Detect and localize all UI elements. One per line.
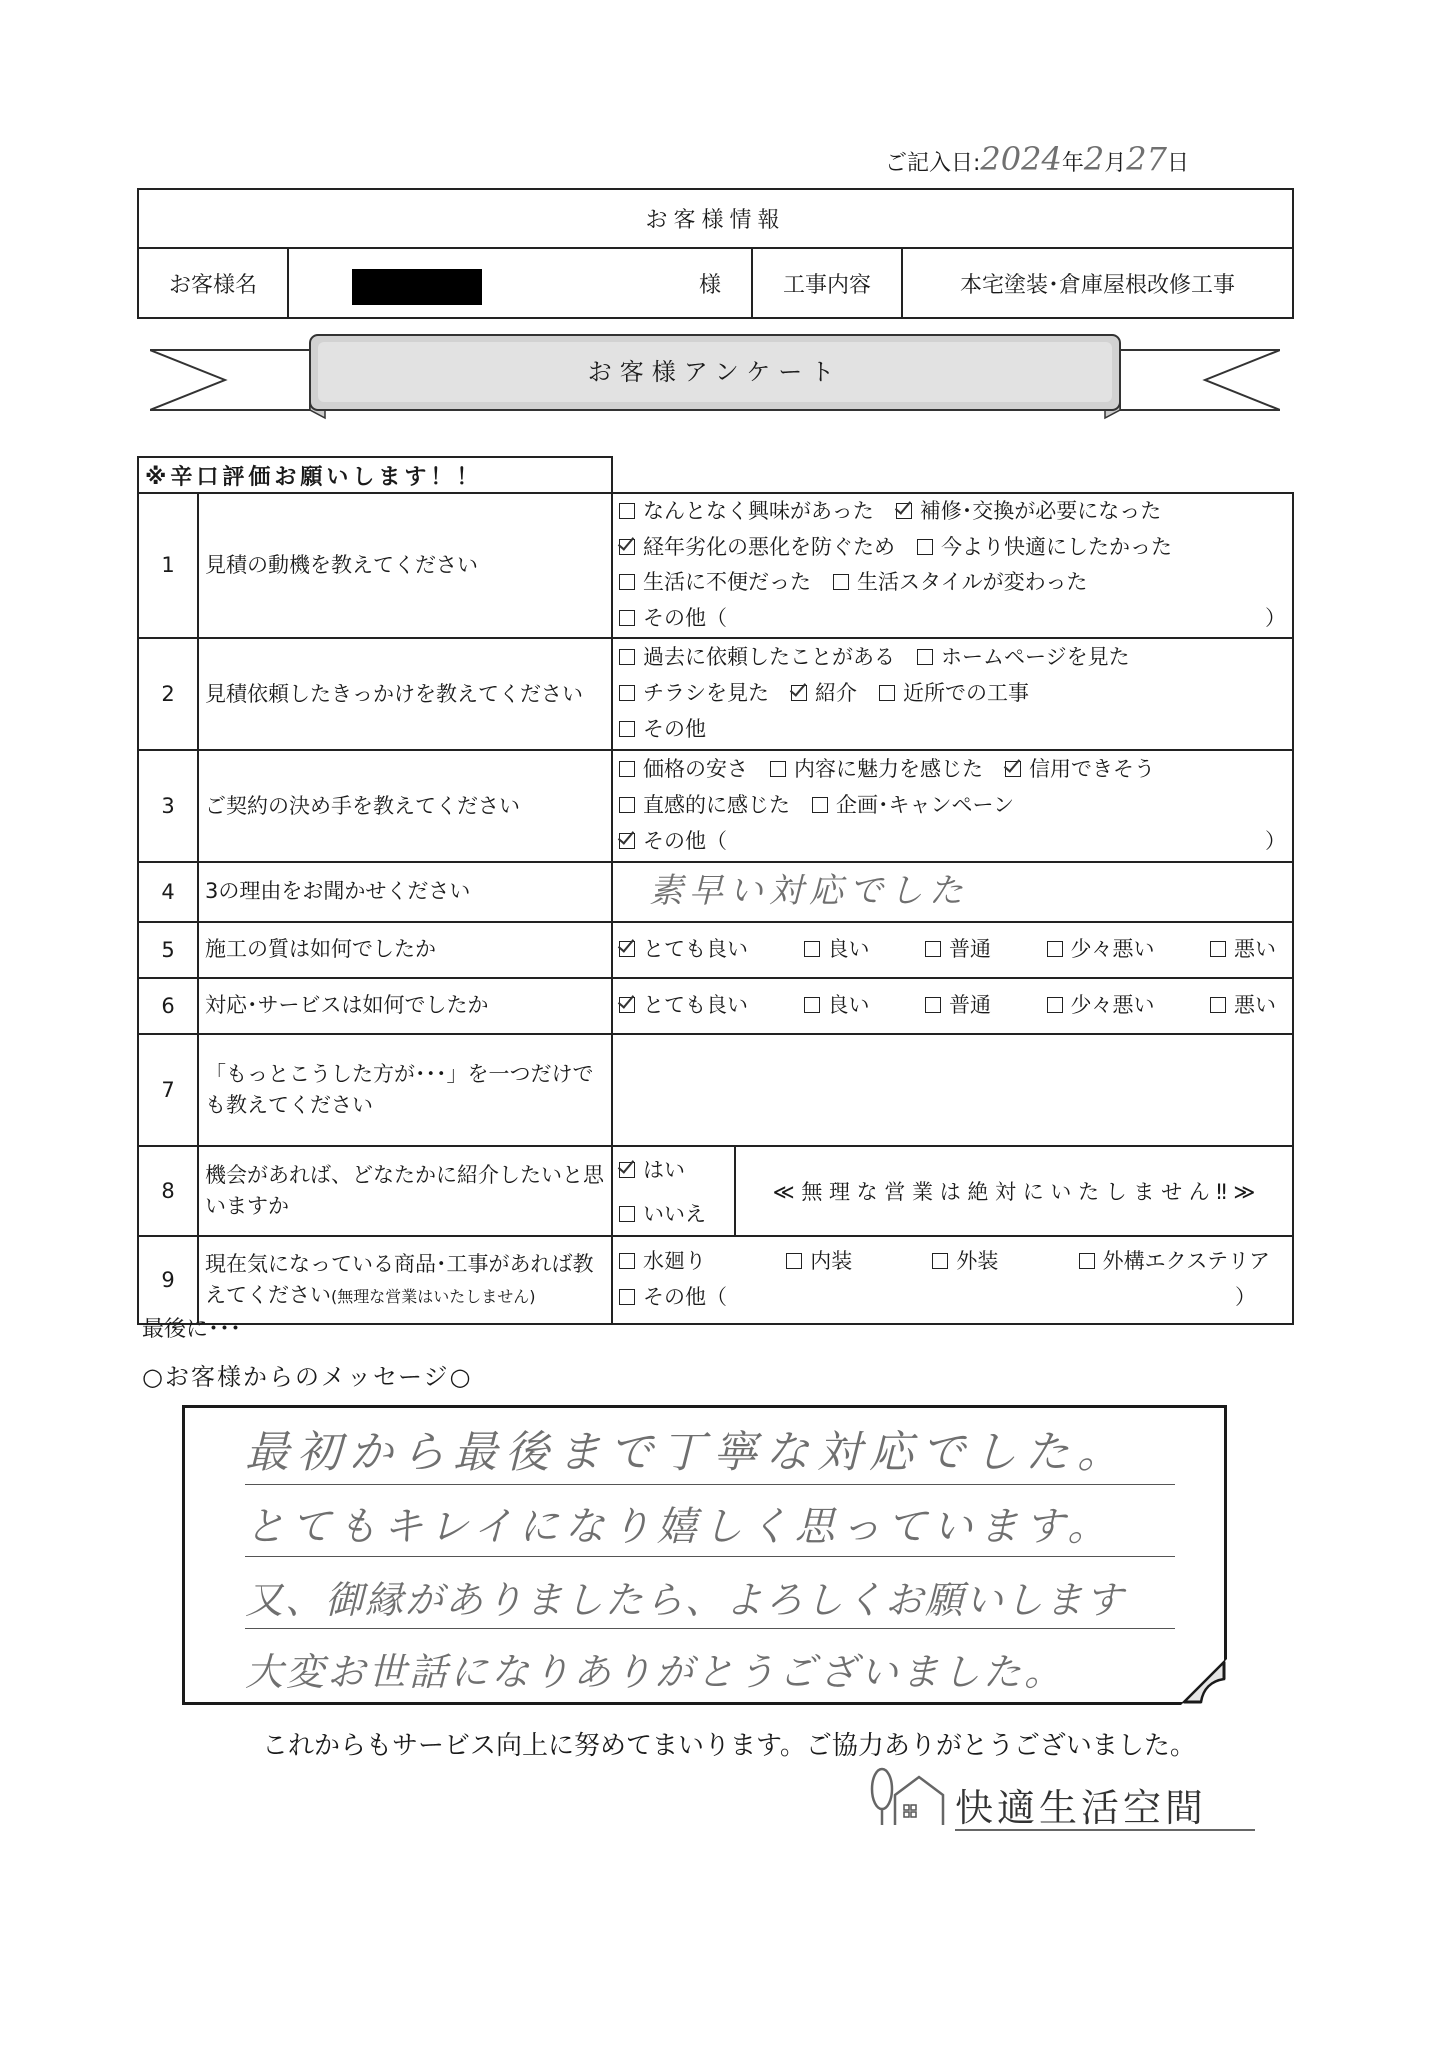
q6-option-normal[interactable]: 普通 bbox=[925, 988, 991, 1024]
q9-text-cell bbox=[198, 1236, 612, 1324]
checkbox[interactable] bbox=[917, 539, 933, 555]
q7-answer-cell[interactable] bbox=[612, 1034, 1293, 1146]
q1-text: 見積の動機を教えてください bbox=[198, 493, 612, 638]
q9-option-exterior[interactable]: 外装 bbox=[932, 1244, 998, 1280]
question-row-4 bbox=[138, 862, 1293, 922]
q2-option-referral[interactable]: 紹介 bbox=[791, 676, 857, 712]
banner-right-ribbon bbox=[1120, 350, 1280, 410]
q1-other-close: ） bbox=[1265, 606, 1286, 631]
q4-number: 4 bbox=[138, 862, 198, 922]
q3-other-close: ） bbox=[1265, 828, 1286, 853]
checkbox[interactable] bbox=[925, 941, 941, 957]
message-line-2: とてもキレイになり嬉しく思っています。 bbox=[245, 1480, 1175, 1557]
checkbox[interactable] bbox=[1079, 1253, 1095, 1269]
q3-number: 3 bbox=[138, 750, 198, 862]
customer-info-table bbox=[137, 188, 1294, 319]
checkbox[interactable] bbox=[619, 1206, 635, 1222]
q3-option-price[interactable]: 価格の安さ bbox=[619, 752, 748, 788]
q2-text: 見積依頼したきっかけを教えてください bbox=[198, 638, 612, 750]
q5-option-very-good[interactable]: とても良い bbox=[619, 932, 748, 968]
checkbox-checked[interactable] bbox=[896, 503, 912, 519]
checkbox[interactable] bbox=[619, 649, 635, 665]
honorific: 様 bbox=[698, 272, 721, 298]
checkbox[interactable] bbox=[619, 610, 635, 626]
checkbox[interactable] bbox=[812, 797, 828, 813]
q3-option-trust[interactable]: 信用できそう bbox=[1005, 752, 1155, 788]
date-label: ご記入日: bbox=[885, 151, 981, 176]
message-line-1: 最初から最後まで丁寧な対応でした。 bbox=[245, 1408, 1175, 1485]
q3-text: ご契約の決め手を教えてください bbox=[198, 750, 612, 862]
q6-number: 6 bbox=[138, 978, 198, 1034]
q1-option-repair[interactable]: 補修･交換が必要になった bbox=[896, 494, 1162, 530]
q8-note: ≪ 無 理 な 営 業 は 絶 対 に い た し ま せ ん ‼ ≫ bbox=[772, 1179, 1256, 1204]
q2-option-other[interactable]: その他 bbox=[619, 712, 706, 748]
checkbox[interactable] bbox=[619, 761, 635, 777]
checkbox-checked[interactable] bbox=[1005, 761, 1021, 777]
question-row-6 bbox=[138, 978, 1293, 1034]
work-value: 本宅塗装･倉庫屋根改修工事 bbox=[959, 272, 1235, 298]
customer-name-label: お客様名 bbox=[139, 247, 289, 319]
q9-small-note: (無理な営業はいたしません) bbox=[331, 1286, 536, 1306]
house-tree-icon bbox=[867, 1765, 949, 1837]
q5-option-normal[interactable]: 普通 bbox=[925, 932, 991, 968]
q1-option-comfort[interactable]: 今より快適にしたかった bbox=[917, 530, 1172, 566]
company-logo bbox=[867, 1765, 1267, 1837]
q1-answers bbox=[612, 493, 1293, 638]
q8-answers bbox=[612, 1146, 1293, 1236]
checkbox[interactable] bbox=[786, 1253, 802, 1269]
q5-option-good[interactable]: 良い bbox=[804, 932, 870, 968]
date-month: 2 bbox=[1083, 140, 1105, 178]
q7-number: 7 bbox=[138, 1034, 198, 1146]
logo-text: 快適生活空間 bbox=[955, 1786, 1208, 1830]
checkbox[interactable] bbox=[879, 685, 895, 701]
q6-option-good[interactable]: 良い bbox=[804, 988, 870, 1024]
final-label: 最後に･･･ bbox=[142, 1317, 242, 1342]
q5-number: 5 bbox=[138, 922, 198, 978]
checkbox[interactable] bbox=[804, 941, 820, 957]
customer-info-title: お客様情報 bbox=[139, 190, 1292, 249]
question-row-3 bbox=[138, 750, 1293, 862]
q6-option-slightly-bad[interactable]: 少々悪い bbox=[1047, 988, 1155, 1024]
q6-text: 対応･サービスは如何でしたか bbox=[198, 978, 612, 1034]
q5-answers bbox=[612, 922, 1293, 978]
q1-option-lifestyle[interactable]: 生活スタイルが変わった bbox=[833, 565, 1087, 601]
q2-option-flyer[interactable]: チラシを見た bbox=[619, 676, 769, 712]
checkbox-checked[interactable] bbox=[619, 997, 635, 1013]
question-row-5 bbox=[138, 922, 1293, 978]
q9-option-landscaping[interactable]: 外構エクステリア bbox=[1079, 1244, 1270, 1280]
logo-underline bbox=[955, 1829, 1255, 1831]
q7-text: 「もっとこうした方が･･･」を一つだけでも教えてください bbox=[198, 1034, 612, 1146]
q2-answers bbox=[612, 638, 1293, 750]
q1-option-interest[interactable]: なんとなく興味があった bbox=[619, 494, 874, 530]
q9-option-interior[interactable]: 内装 bbox=[786, 1244, 852, 1280]
q2-option-nearby[interactable]: 近所での工事 bbox=[879, 676, 1029, 712]
q1-option-other[interactable]: その他（ bbox=[619, 601, 727, 637]
q8-option-yes[interactable]: はい bbox=[619, 1154, 712, 1184]
q1-option-aging[interactable]: 経年劣化の悪化を防ぐため bbox=[619, 530, 895, 566]
survey-header-row bbox=[138, 457, 1293, 493]
question-row-1 bbox=[138, 493, 1293, 638]
q9-text: 現在気になっている商品･工事があれば教えてください bbox=[205, 1252, 594, 1307]
q2-number: 2 bbox=[138, 638, 198, 750]
q9-answers bbox=[612, 1236, 1293, 1324]
date-tsuki: 月 bbox=[1104, 151, 1127, 176]
page-curl-icon bbox=[1181, 1659, 1227, 1705]
checkbox-checked[interactable] bbox=[619, 539, 635, 555]
q3-option-content[interactable]: 内容に魅力を感じた bbox=[770, 752, 983, 788]
date-day: 27 bbox=[1126, 140, 1167, 178]
q3-option-other[interactable]: その他（ bbox=[619, 824, 727, 860]
checkbox[interactable] bbox=[917, 649, 933, 665]
checkbox-checked[interactable] bbox=[791, 685, 807, 701]
q2-option-past[interactable]: 過去に依頼したことがある bbox=[619, 640, 895, 676]
checkbox[interactable] bbox=[1210, 997, 1226, 1013]
checkbox-checked[interactable] bbox=[619, 941, 635, 957]
checkbox[interactable] bbox=[1210, 941, 1226, 957]
checkbox[interactable] bbox=[932, 1253, 948, 1269]
question-row-7 bbox=[138, 1034, 1293, 1146]
q9-other-close: ） bbox=[1235, 1284, 1256, 1309]
checkbox[interactable] bbox=[619, 685, 635, 701]
q2-option-homepage[interactable]: ホームページを見た bbox=[917, 640, 1130, 676]
closing-message: これからもサービス向上に努めてまいります。ご協力ありがとうございました。 bbox=[262, 1731, 1196, 1761]
q5-text: 施工の質は如何でしたか bbox=[198, 922, 612, 978]
message-line-4: 大変お世話になりありがとうございました。 bbox=[245, 1650, 1066, 1694]
question-row-8 bbox=[138, 1146, 1293, 1236]
q9-option-other[interactable]: その他（ bbox=[619, 1280, 727, 1316]
q9-option-water[interactable]: 水廻り bbox=[619, 1244, 706, 1280]
q8-option-no[interactable]: いいえ bbox=[619, 1198, 712, 1228]
checkbox[interactable] bbox=[619, 1289, 635, 1305]
checkbox[interactable] bbox=[804, 997, 820, 1013]
q1-number: 1 bbox=[138, 493, 198, 638]
customer-message-box[interactable] bbox=[182, 1405, 1227, 1705]
date-nichi: 日 bbox=[1166, 151, 1189, 176]
checkbox[interactable] bbox=[925, 997, 941, 1013]
checkbox[interactable] bbox=[1047, 997, 1063, 1013]
checkbox[interactable] bbox=[619, 797, 635, 813]
checkbox[interactable] bbox=[619, 503, 635, 519]
banner-left-ribbon bbox=[150, 350, 310, 410]
message-line-3: 又、御縁がありましたら、よろしくお願いします bbox=[245, 1552, 1175, 1629]
entry-date bbox=[885, 140, 1189, 178]
checkbox[interactable] bbox=[770, 761, 786, 777]
checkbox[interactable] bbox=[619, 721, 635, 737]
checkbox[interactable] bbox=[619, 574, 635, 590]
q8-number: 8 bbox=[138, 1146, 198, 1236]
q4-handwritten-answer: 素早い対応でした bbox=[649, 870, 969, 911]
work-label: 工事内容 bbox=[753, 247, 903, 319]
q6-option-very-good[interactable]: とても良い bbox=[619, 988, 748, 1024]
q4-answer-cell[interactable] bbox=[612, 862, 1293, 922]
question-row-2 bbox=[138, 638, 1293, 750]
date-nen: 年 bbox=[1061, 151, 1084, 176]
q6-option-bad[interactable]: 悪い bbox=[1210, 988, 1276, 1024]
banner-title: お客様アンケート bbox=[587, 358, 843, 386]
q3-option-campaign[interactable]: 企画･キャンペーン bbox=[812, 788, 1014, 824]
q5-option-slightly-bad[interactable]: 少々悪い bbox=[1047, 932, 1155, 968]
q3-answers bbox=[612, 750, 1293, 862]
q6-answers bbox=[612, 978, 1293, 1034]
q5-option-bad[interactable]: 悪い bbox=[1210, 932, 1276, 968]
checkbox[interactable] bbox=[1047, 941, 1063, 957]
checkbox-checked[interactable] bbox=[619, 1162, 635, 1178]
survey-table bbox=[137, 456, 1294, 1325]
message-heading: ○お客様からのメッセージ○ bbox=[142, 1363, 473, 1391]
checkbox-checked[interactable] bbox=[619, 833, 635, 849]
q8-text: 機会があれば、どなたかに紹介したいと思いますか bbox=[198, 1146, 612, 1236]
customer-name-cell bbox=[289, 247, 753, 319]
q4-text: 3の理由をお聞かせください bbox=[198, 862, 612, 922]
date-year: 2024 bbox=[980, 140, 1062, 178]
q3-option-intuition[interactable]: 直感的に感じた bbox=[619, 788, 790, 824]
q9-number: 9 bbox=[138, 1236, 198, 1324]
checkbox[interactable] bbox=[833, 574, 849, 590]
survey-header: ※辛口評価お願いします！！ bbox=[138, 457, 612, 493]
checkbox[interactable] bbox=[619, 1253, 635, 1269]
question-row-9 bbox=[138, 1236, 1293, 1324]
q1-option-inconvenient[interactable]: 生活に不便だった bbox=[619, 565, 811, 601]
redacted-name bbox=[352, 269, 482, 305]
